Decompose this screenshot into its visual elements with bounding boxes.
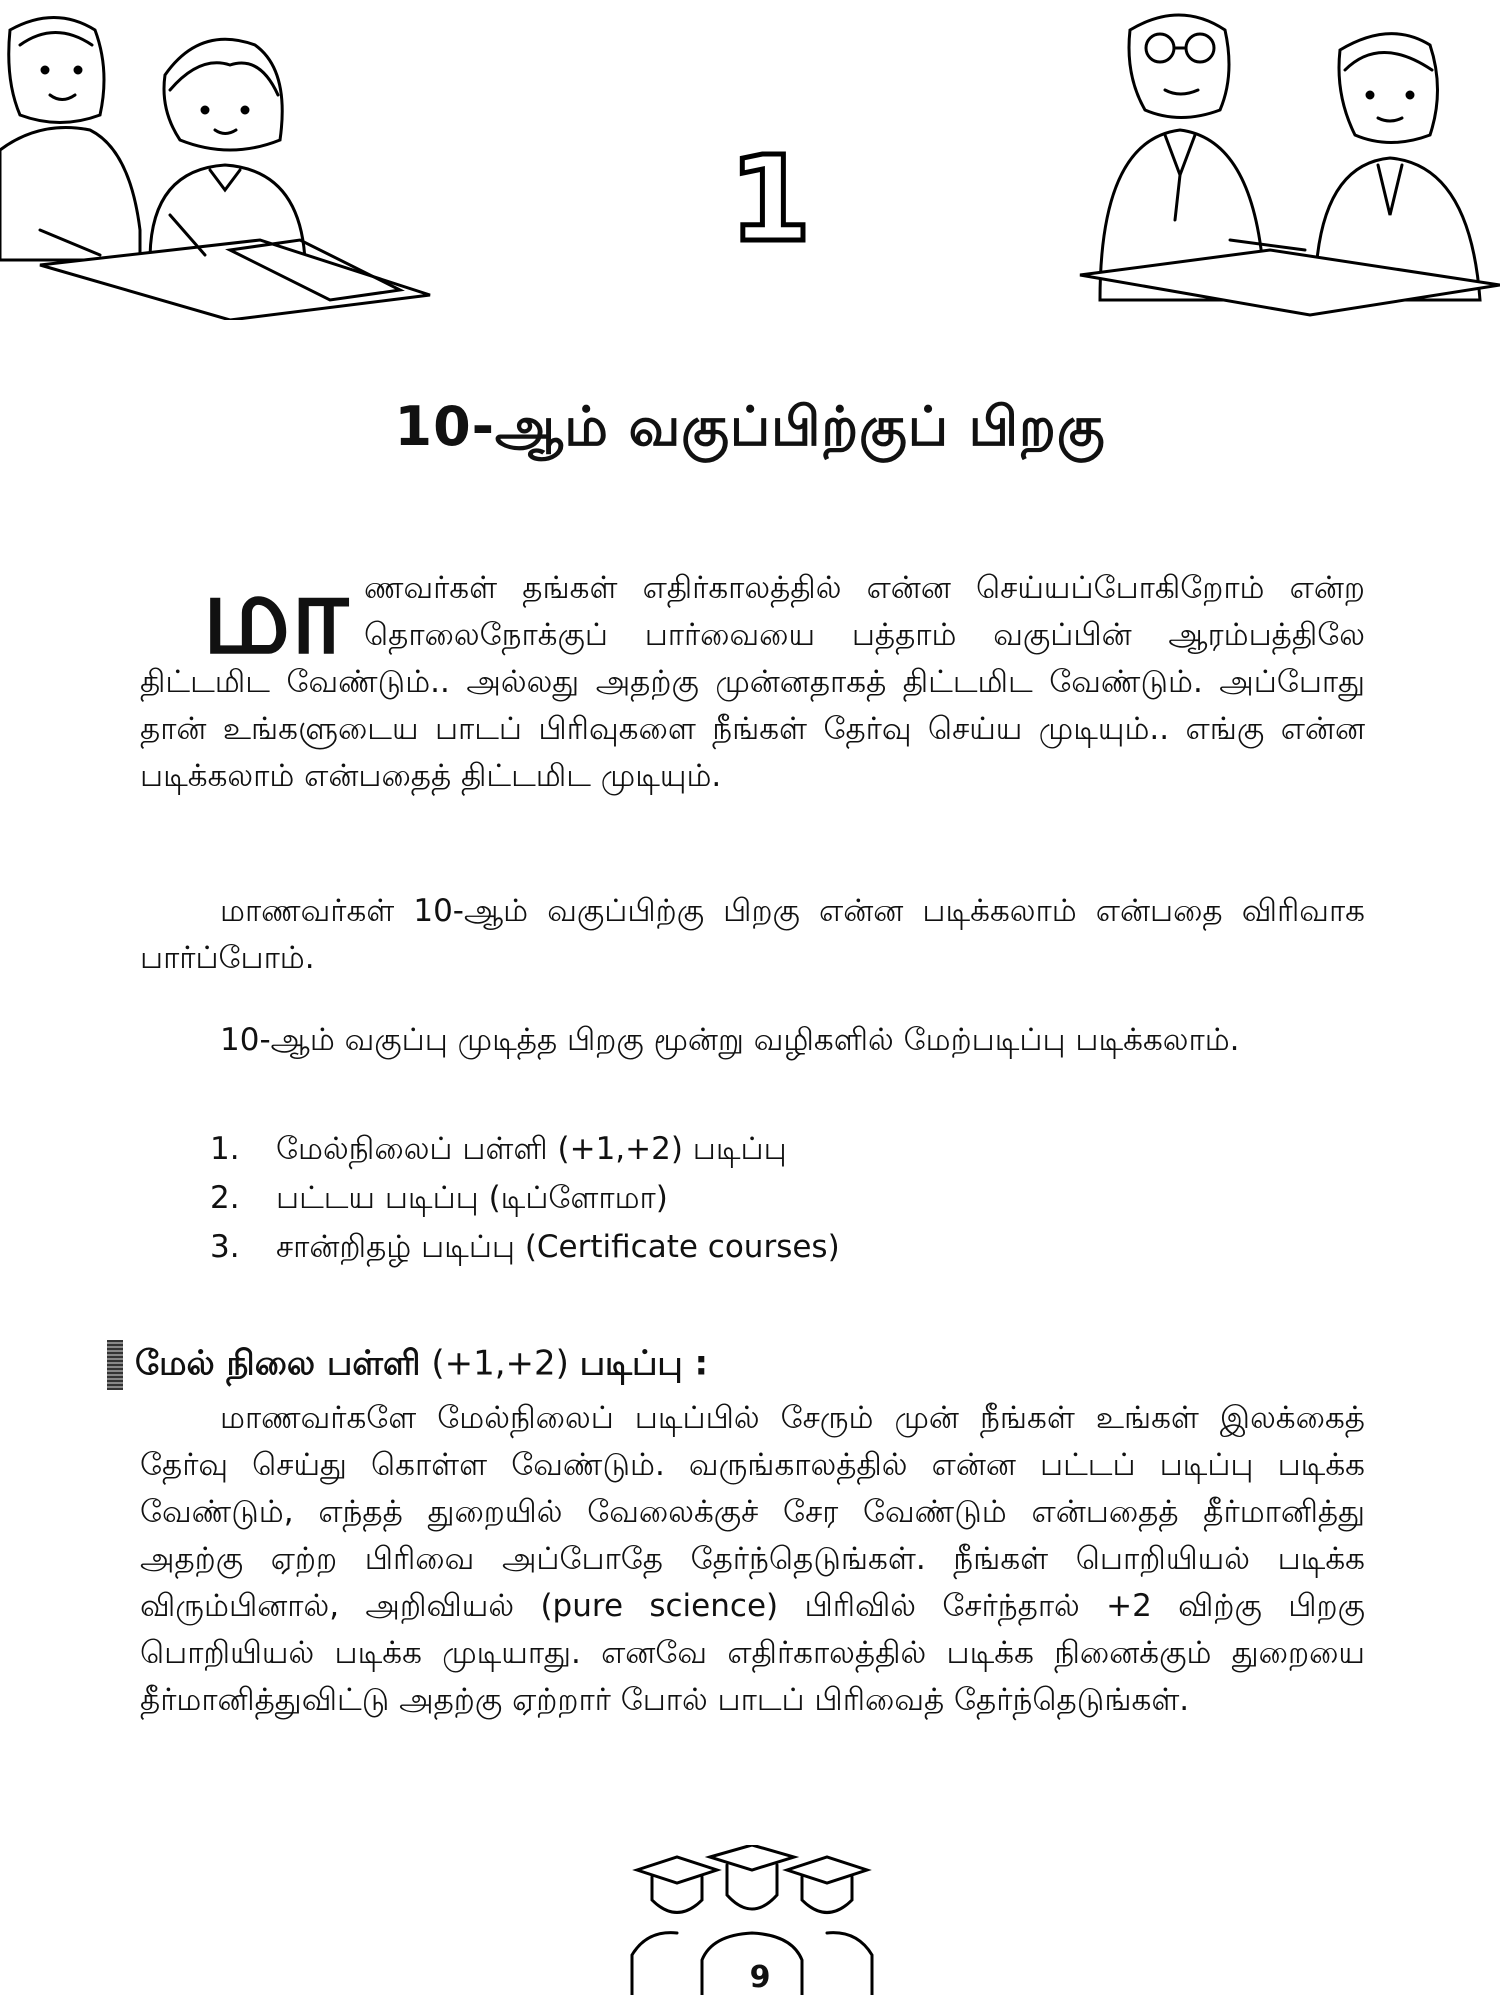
drop-cap: மா <box>202 550 346 678</box>
section-body: மாணவர்களே மேல்நிலைப் படிப்பில் சேரும் முன் நீங்கள் உங்கள் இலக்கைத் தேர்வு செய்து கொள்ள வேண்டும். வருங்காலத்தில் என்ன பட்டப் படிப்பு படிக்க வேண்டும், எந்தத் துறையில் வேலைக்குச் சேர வேண்டும் என்பதைத் தீர்மானித்து அதற்கு ஏற்ற பிரிவை அப்போதே தேர்ந்தெடுங்கள். நீங்கள் பொறியியல் படிக்க விரும்பினால், அறிவியல் (pure science) பிரிவில் சேர்ந்தால் +2 விற்கு பிறகு பொறியியல் படிக்க முடியாது. எனவே எதிர்காலத்தில் படிக்க நினைக்கும் துறையை தீர்மானித்துவிட்டு அதற்கு ஏற்றார் போல் பாடப் பிரிவைத் தேர்ந்தெடுங்கள். <box>140 1400 1365 1718</box>
section-heading: மேல் நிலை பள்ளி (+1,+2) படிப்பு : <box>107 1340 708 1390</box>
list-item: 2. பட்டய படிப்பு (டிப்ளோமா) <box>210 1180 668 1216</box>
heading-bar-marker <box>107 1340 123 1390</box>
intro-text: ணவர்கள் தங்கள் எதிர்காலத்தில் என்ன செய்யப்போகிறோம் என்ற தொலைநோக்குப் பார்வையை பத்தாம் வகுப்பின் ஆரம்பத்திலே திட்டமிட வேண்டும்.. அல்லது அதற்கு முன்னதாகத் திட்டமிட வேண்டும். அப்போது தான் உங்களுடைய பாடப் பிரிவுகளை நீங்கள் தேர்வு செய்ய முடியும்.. எங்கு என்ன படிக்கலாம் என்பதைத் திட்டமிட முடியும். <box>140 570 1365 794</box>
chapter-title: 10-ஆம் வகுப்பிற்குப் பிறகு <box>394 395 1106 458</box>
teacher-student-illustration <box>1060 0 1500 320</box>
chapter-number: 1 <box>728 130 812 268</box>
page-number: 9 <box>749 1960 771 1995</box>
paragraph-3: 10-ஆம் வகுப்பு முடித்த பிறகு மூன்று வழிகளில் மேற்படிப்பு படிக்கலாம். <box>220 1022 1240 1058</box>
paragraph-2: மாணவர்கள் 10-ஆம் வகுப்பிற்கு பிறகு என்ன படிக்கலாம் என்பதை விரிவாக பார்ப்போம். <box>140 893 1365 976</box>
students-illustration <box>0 0 440 320</box>
study-paths-list <box>210 1125 840 1272</box>
list-item: 3. சான்றிதழ் படிப்பு (Certificate courses) <box>210 1229 840 1265</box>
intro-paragraph <box>140 550 1365 800</box>
list-item: 1. மேல்நிலைப் பள்ளி (+1,+2) படிப்பு <box>210 1131 787 1167</box>
